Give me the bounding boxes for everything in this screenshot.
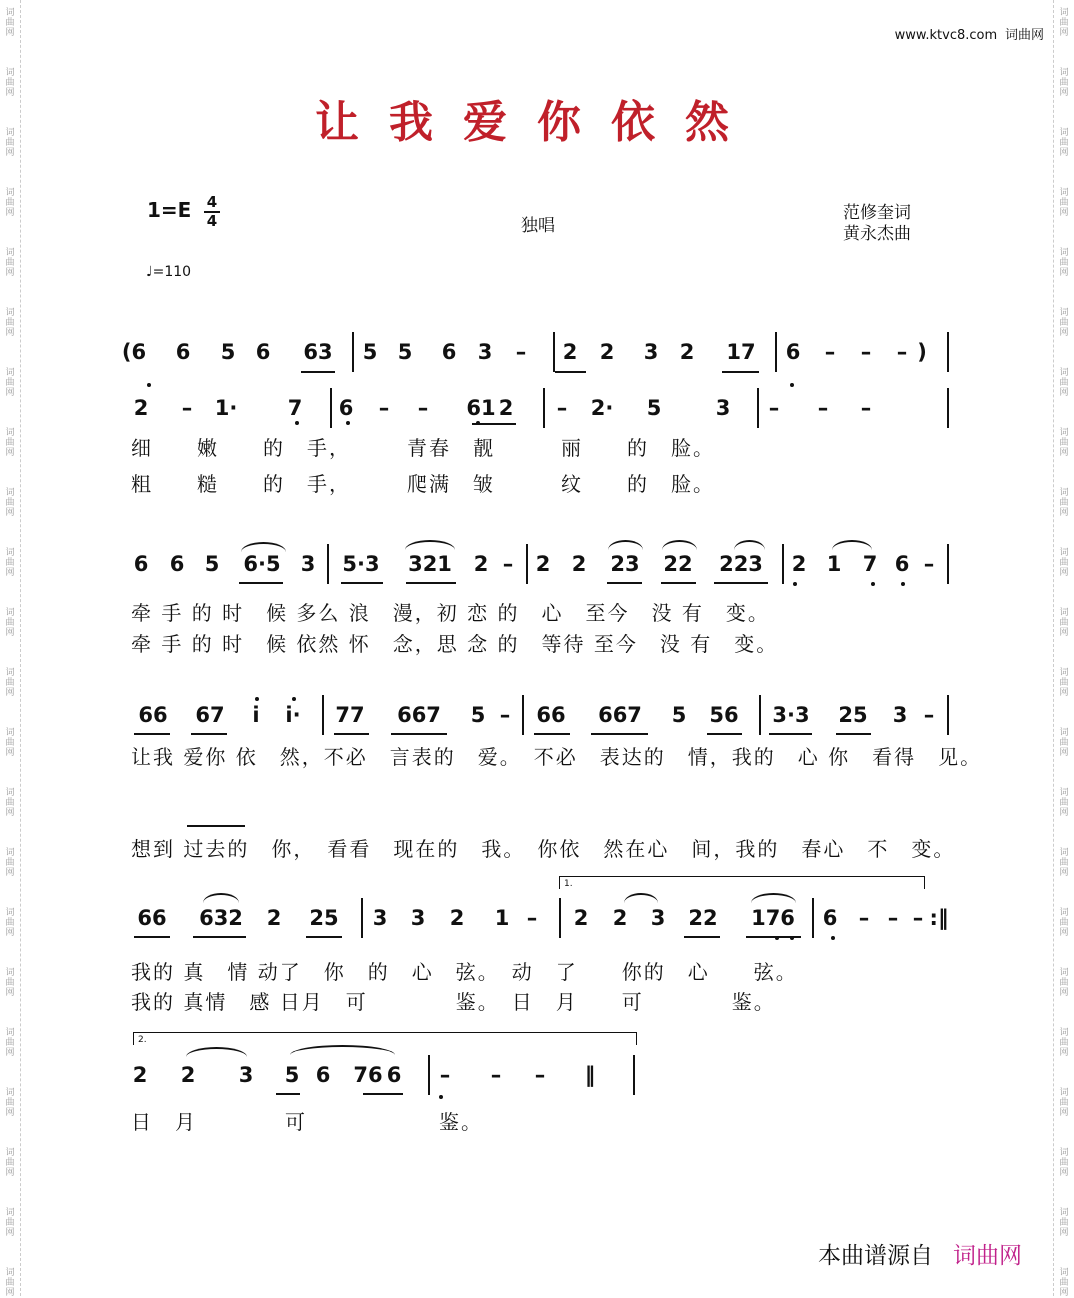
notation-token: 3 xyxy=(410,906,426,930)
octave-dot xyxy=(790,383,794,387)
notation-token: :‖ xyxy=(929,906,949,930)
notation-token: – xyxy=(502,552,514,576)
volta-bracket-2 xyxy=(133,1032,637,1045)
notation-token: 5 xyxy=(204,552,220,576)
notation-token: 6 xyxy=(169,552,185,576)
underline-mark xyxy=(406,582,456,584)
time-signature xyxy=(204,195,220,229)
watermark-mark: 词 曲 网 xyxy=(1059,1028,1069,1058)
octave-dot xyxy=(346,421,350,425)
volta-label-2: 2. xyxy=(138,1035,147,1045)
watermark-mark: 词 曲 网 xyxy=(1059,848,1069,878)
notation-token: 77 xyxy=(335,703,365,727)
octave-dot xyxy=(147,383,151,387)
watermark-mark: 词 曲 网 xyxy=(1059,728,1069,758)
notation-token: 5 xyxy=(362,340,378,364)
watermark-mark: 词 曲 网 xyxy=(5,1268,15,1298)
notation-token: 6 xyxy=(441,340,457,364)
underline-mark xyxy=(714,582,768,584)
watermark-mark: 词 曲 网 xyxy=(1059,308,1069,338)
notation-token: 6·5 xyxy=(243,552,281,576)
watermark-mark: 词 曲 网 xyxy=(5,728,15,758)
barline xyxy=(812,898,814,938)
underline-mark xyxy=(707,733,742,735)
octave-dot xyxy=(901,582,905,586)
notation-token: 2 xyxy=(571,552,587,576)
notation-token: 76 xyxy=(353,1063,383,1087)
notation-token: – xyxy=(490,1063,502,1087)
barline xyxy=(759,695,761,735)
notation-token: 2 xyxy=(473,552,489,576)
barline xyxy=(327,544,329,584)
watermark-mark: 词 曲 网 xyxy=(1059,128,1069,158)
slur-mark xyxy=(608,540,643,550)
notation-token: 2· xyxy=(590,396,614,420)
notation-token: 3 xyxy=(643,340,659,364)
lyric-line: 让我 爱你 依 然，不必 言表的 爱。 不必 表达的 情，我的 心 你 看得 见。 xyxy=(131,745,983,769)
barline xyxy=(947,695,949,735)
watermark-mark: 词 曲 网 xyxy=(5,68,15,98)
watermark-mark: 词 曲 网 xyxy=(5,1208,15,1238)
site-name: 词曲网 xyxy=(1004,28,1044,43)
underline-mark xyxy=(769,733,812,735)
underline-mark xyxy=(134,936,170,938)
underline-mark xyxy=(193,936,246,938)
credits xyxy=(843,203,911,245)
notation-token: 2 xyxy=(562,340,578,364)
underline-mark xyxy=(534,733,570,735)
watermark-mark: 词 曲 网 xyxy=(1059,248,1069,278)
notation-token: 6 xyxy=(133,552,149,576)
notation-token: – xyxy=(858,906,870,930)
notation-token: – xyxy=(439,1063,451,1087)
watermark-mark: 词 曲 网 xyxy=(1059,8,1069,38)
notation-token: 2 xyxy=(612,906,628,930)
barline xyxy=(543,388,545,428)
underline-mark xyxy=(301,371,335,373)
barline xyxy=(428,1055,430,1095)
watermark-mark: 词 曲 网 xyxy=(1059,428,1069,458)
slur-mark xyxy=(624,893,658,903)
notation-token: 22 xyxy=(663,552,693,576)
barline xyxy=(322,695,324,735)
underline-mark xyxy=(191,733,227,735)
watermark-mark: 词 曲 网 xyxy=(1059,188,1069,218)
underline-mark xyxy=(341,582,383,584)
notation-token: 2 xyxy=(498,396,514,420)
barline xyxy=(782,544,784,584)
barline xyxy=(633,1055,635,1095)
barline xyxy=(947,388,949,428)
notation-token: ‖ xyxy=(584,1063,596,1087)
octave-dot xyxy=(292,697,296,701)
watermark-mark: 词 曲 网 xyxy=(5,848,15,878)
barline xyxy=(522,695,524,735)
underline-mark xyxy=(836,733,871,735)
notation-token: – xyxy=(860,396,872,420)
tempo-marking: ♩=110 xyxy=(146,264,192,280)
notation-token: 2 xyxy=(132,1063,148,1087)
underline-mark xyxy=(661,582,696,584)
notation-token: 6 xyxy=(255,340,271,364)
notation-token: 2 xyxy=(679,340,695,364)
watermark-mark: 词 曲 网 xyxy=(5,1088,15,1118)
octave-dot xyxy=(790,936,794,940)
volta-label-1: 1. xyxy=(564,879,573,889)
notation-token: 7 xyxy=(287,396,303,420)
site-header xyxy=(895,24,1044,43)
notation-token: – xyxy=(923,703,935,727)
footer xyxy=(818,1237,1022,1270)
notation-token: 6 xyxy=(315,1063,331,1087)
watermark-mark: 词 曲 网 xyxy=(1059,608,1069,638)
notation-token: i xyxy=(252,703,260,727)
barline xyxy=(526,544,528,584)
notation-token: 22 xyxy=(688,906,718,930)
notation-token: 1· xyxy=(214,396,238,420)
watermark-mark: 词 曲 网 xyxy=(1059,68,1069,98)
underline-mark xyxy=(591,733,648,735)
key-signature: 1=E xyxy=(147,198,192,222)
slur-mark xyxy=(832,540,872,550)
underline-mark xyxy=(187,825,245,827)
notation-token: 3 xyxy=(650,906,666,930)
notation-token: (6 xyxy=(121,340,147,364)
notation-token: 25 xyxy=(838,703,868,727)
barline xyxy=(330,388,332,428)
source-label: 本曲谱源自 xyxy=(818,1243,933,1269)
notation-token: 3 xyxy=(715,396,731,420)
notation-token: 3 xyxy=(477,340,493,364)
barline xyxy=(947,332,949,372)
watermark-mark: 词 曲 网 xyxy=(1059,968,1069,998)
octave-dot xyxy=(439,1095,443,1099)
underline-mark xyxy=(276,1093,300,1095)
notation-token: 1 xyxy=(826,552,842,576)
underline-mark xyxy=(334,733,369,735)
notation-token: 5 xyxy=(646,396,662,420)
notation-token: 3 xyxy=(372,906,388,930)
watermark-mark: 词 曲 网 xyxy=(5,548,15,578)
performance-mode: 独唱 xyxy=(521,216,555,236)
octave-dot xyxy=(793,582,797,586)
notation-token: ) xyxy=(917,340,927,364)
watermark-mark: 词 曲 网 xyxy=(5,488,15,518)
notation-token: 6 xyxy=(785,340,801,364)
lyricist: 范修奎词 xyxy=(843,203,911,223)
notation-token: 67 xyxy=(195,703,225,727)
watermark-mark: 词 曲 网 xyxy=(5,308,15,338)
lyric-line: 牵 手 的 时 候 依然 怀 念，思 念 的 等待 至今 没 有 变。 xyxy=(131,632,779,656)
notation-token: 3·3 xyxy=(772,703,810,727)
barline xyxy=(775,332,777,372)
notation-token: – xyxy=(534,1063,546,1087)
notation-token: 3 xyxy=(238,1063,254,1087)
notation-token: 223 xyxy=(719,552,763,576)
notation-token: – xyxy=(526,906,538,930)
octave-dot xyxy=(476,421,480,425)
notation-token: 3 xyxy=(892,703,908,727)
notation-token: 5 xyxy=(220,340,236,364)
underline-mark xyxy=(239,582,283,584)
watermark-mark: 词 曲 网 xyxy=(1059,908,1069,938)
time-signature-bottom: 4 xyxy=(206,212,218,230)
notation-token: – xyxy=(499,703,511,727)
notation-token: 2 xyxy=(266,906,282,930)
underline-mark xyxy=(607,582,642,584)
notation-token: 66 xyxy=(536,703,566,727)
notation-token: – xyxy=(417,396,429,420)
notation-token: 321 xyxy=(408,552,452,576)
underline-mark xyxy=(391,733,447,735)
underline-mark xyxy=(684,936,720,938)
watermark-mark: 词 曲 网 xyxy=(5,1148,15,1178)
watermark-mark: 词 曲 网 xyxy=(1059,1088,1069,1118)
notation-token: 6 xyxy=(175,340,191,364)
watermark-mark: 词 曲 网 xyxy=(1059,1208,1069,1238)
watermark-mark: 词 曲 网 xyxy=(1059,368,1069,398)
slur-mark xyxy=(203,893,239,903)
notation-token: 2 xyxy=(133,396,149,420)
notation-token: 25 xyxy=(309,906,339,930)
octave-dot xyxy=(295,421,299,425)
notation-token: 23 xyxy=(610,552,640,576)
notation-token: 5 xyxy=(470,703,486,727)
watermark-mark: 词 曲 网 xyxy=(5,248,15,278)
notation-token: 5·3 xyxy=(342,552,380,576)
underline-mark xyxy=(306,936,342,938)
notation-token: 63 xyxy=(303,340,333,364)
notation-token: – xyxy=(860,340,872,364)
notation-token: – xyxy=(824,340,836,364)
notation-token: 5 xyxy=(284,1063,300,1087)
barline xyxy=(559,898,561,938)
watermark-mark: 词 曲 网 xyxy=(5,188,15,218)
notation-token: 66 xyxy=(138,703,168,727)
lyric-line: 日 月 可 鉴。 xyxy=(131,1110,483,1134)
footer-brand[interactable]: 词曲网 xyxy=(953,1243,1022,1269)
octave-dot xyxy=(775,936,779,940)
notation-token: – xyxy=(817,396,829,420)
notation-token: – xyxy=(515,340,527,364)
underline-mark xyxy=(134,733,170,735)
notation-token: 632 xyxy=(199,906,243,930)
underline-mark xyxy=(363,1093,403,1095)
notation-token: 1 xyxy=(494,906,510,930)
underline-mark xyxy=(555,371,586,373)
notation-token: 6 xyxy=(338,396,354,420)
notation-token: 5 xyxy=(397,340,413,364)
notation-token: 2 xyxy=(449,906,465,930)
watermark-mark: 词 曲 网 xyxy=(5,608,15,638)
watermark-mark: 词 曲 网 xyxy=(5,128,15,158)
slur-mark xyxy=(241,542,286,552)
site-url[interactable]: www.ktvc8.com xyxy=(894,28,998,43)
notation-token: 7 xyxy=(862,552,878,576)
watermark-mark: 词 曲 网 xyxy=(5,8,15,38)
octave-dot xyxy=(871,582,875,586)
notation-token: – xyxy=(887,906,899,930)
lyric-line: 牵 手 的 时 候 多么 浪 漫，初 恋 的 心 至今 没 有 变。 xyxy=(131,601,770,625)
notation-token: 6 xyxy=(386,1063,402,1087)
watermark-mark: 词 曲 网 xyxy=(5,788,15,818)
notation-token: – xyxy=(923,552,935,576)
watermark-mark: 词 曲 网 xyxy=(1059,1148,1069,1178)
lyric-line: 我的 真情 感 日月 可 鉴。 日 月 可 鉴。 xyxy=(131,990,776,1014)
notation-token: 56 xyxy=(709,703,739,727)
slur-mark xyxy=(734,540,765,550)
notation-token: – xyxy=(912,906,924,930)
notation-token: – xyxy=(768,396,780,420)
octave-dot xyxy=(831,936,835,940)
notation-token: 2 xyxy=(599,340,615,364)
volta-bracket-1 xyxy=(559,876,925,889)
notation-token: 6 xyxy=(894,552,910,576)
notation-token: – xyxy=(556,396,568,420)
notation-token: – xyxy=(378,396,390,420)
notation-token: 61 xyxy=(466,396,496,420)
slur-mark xyxy=(405,540,455,550)
watermark-mark: 词 曲 网 xyxy=(5,1028,15,1058)
watermark-mark: 词 曲 网 xyxy=(1059,668,1069,698)
lyric-line: 粗 糙 的 手， 爬满 皱 纹 的 脸。 xyxy=(131,472,715,496)
notation-token: 3 xyxy=(300,552,316,576)
notation-token: 176 xyxy=(751,906,795,930)
notation-token: 2 xyxy=(180,1063,196,1087)
notation-token: 5 xyxy=(671,703,687,727)
watermark-mark: 词 曲 网 xyxy=(5,968,15,998)
song-title: 让我爱你依然 xyxy=(315,97,759,148)
lyric-line: 细 嫩 的 手， 青春 靓 丽 的 脸。 xyxy=(131,436,715,460)
notation-token: 2 xyxy=(573,906,589,930)
barline xyxy=(553,332,555,372)
notation-token: 6 xyxy=(822,906,838,930)
slur-mark xyxy=(186,1047,247,1057)
watermark-mark: 词 曲 网 xyxy=(1059,1268,1069,1298)
notation-token: – xyxy=(896,340,908,364)
barline xyxy=(757,388,759,428)
watermark-mark: 词 曲 网 xyxy=(1059,788,1069,818)
watermark-mark: 词 曲 网 xyxy=(5,368,15,398)
watermark-mark: 词 曲 网 xyxy=(1059,488,1069,518)
barline xyxy=(361,898,363,938)
barline xyxy=(352,332,354,372)
barline xyxy=(947,544,949,584)
notation-token: 667 xyxy=(397,703,441,727)
watermark-mark: 词 曲 网 xyxy=(5,668,15,698)
lyric-line: 我的 真 情 动了 你 的 心 弦。 动 了 你的 心 弦。 xyxy=(131,960,798,984)
notation-token: 66 xyxy=(137,906,167,930)
watermark-mark: 词 曲 网 xyxy=(5,908,15,938)
notation-token: i· xyxy=(285,703,301,727)
watermark-mark: 词 曲 网 xyxy=(5,428,15,458)
composer: 黄永杰曲 xyxy=(843,224,911,244)
slur-mark xyxy=(662,540,697,550)
slur-mark xyxy=(751,893,796,903)
notation-token: – xyxy=(181,396,193,420)
watermark-mark: 词 曲 网 xyxy=(1059,548,1069,578)
lyric-line: 想到 过去的 你， 看看 现在的 我。 你依 然在心 间，我的 春心 不 变。 xyxy=(131,837,956,861)
underline-mark xyxy=(722,371,759,373)
notation-token: 2 xyxy=(535,552,551,576)
notation-token: 667 xyxy=(598,703,642,727)
notation-token: 2 xyxy=(791,552,807,576)
slur-mark xyxy=(290,1045,395,1055)
time-signature-top: 4 xyxy=(206,193,218,211)
octave-dot xyxy=(255,697,259,701)
notation-token: 17 xyxy=(726,340,756,364)
